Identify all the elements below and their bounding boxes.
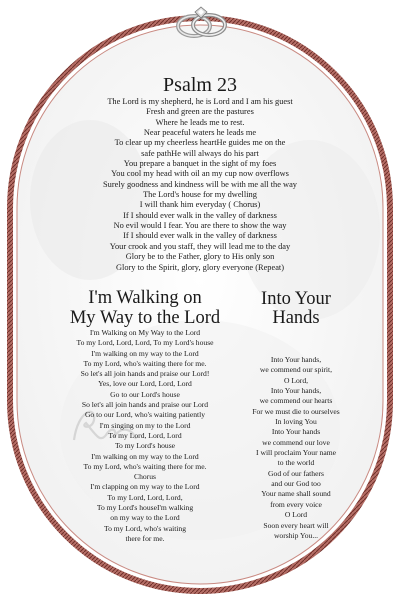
hands-title xyxy=(232,290,360,328)
lyric-line: Glory to the Spirit, glory, glory everyone (Repeat) xyxy=(115,262,285,272)
lyric-line: from every voice xyxy=(270,499,322,509)
lyric-line: Glory be to the Father, glory to His only son xyxy=(125,252,275,262)
lyric-line: The Lord is my shepherd, he is Lord and I am his guest xyxy=(107,97,293,106)
lyric-line: God of our fathers xyxy=(268,468,324,478)
lyric-line: Into Your hands, xyxy=(270,355,322,364)
lyric-line: O Lord xyxy=(284,510,308,520)
lyric-line: I'm walking on my way to the Lord xyxy=(91,348,199,358)
hands-title-line-1: Into Your xyxy=(261,289,331,309)
lyric-line: No evil would I fear. You are there to show the way xyxy=(113,221,287,231)
lyric-line: To my Lord's house xyxy=(114,441,176,451)
walking-title-line-1: I'm Walking on xyxy=(88,288,202,308)
lyric-line: and our God too xyxy=(271,479,321,489)
hands-lyrics xyxy=(232,355,360,541)
lyric-line: I'm clapping on my way to the Lord xyxy=(90,482,200,492)
walking-title-line-2: My Way to the Lord xyxy=(69,308,221,328)
lyric-line: The Lord's house for my dwelling xyxy=(143,190,257,200)
lyric-line: Near peaceful waters he leads me xyxy=(143,128,257,138)
lyric-line: we commend our spirit, xyxy=(259,365,333,375)
lyric-line: If I should ever walk in the valley of darkness xyxy=(123,231,277,241)
hands-title-line-2: Hands xyxy=(272,308,320,328)
lyric-line: I'm Walking on My Way to the Lord xyxy=(89,328,201,337)
lyric-line: Where he leads me to rest. xyxy=(155,117,245,127)
lyric-line: So let's all join hands and praise our Lord! xyxy=(80,369,210,379)
lyric-line: Your name shall sound xyxy=(261,489,331,499)
lyric-line: I'm singing on my to the Lord xyxy=(99,420,191,430)
lyric-line: Go to our Lord's house xyxy=(110,389,180,399)
lyric-line: Yes, love our Lord, Lord, Lord xyxy=(98,379,192,389)
walking-lyrics xyxy=(57,328,233,544)
lyric-line: we commend our love xyxy=(262,437,330,447)
lyric-line: Your crook and you staff, they will lead me to the day xyxy=(109,241,291,251)
lyric-line: safe pathHe will always do his part xyxy=(141,148,259,158)
lyric-line: O Lord, xyxy=(283,375,309,385)
psalm-lyrics xyxy=(60,97,340,273)
lyric-line: Chorus xyxy=(134,472,156,482)
lyric-line: To clear up my cheerless heartHe guides me on the xyxy=(114,138,286,148)
lyric-line: Into Your hands, xyxy=(270,386,322,396)
lyric-line: To my Lord's houseI'm walking xyxy=(96,503,194,513)
lyric-line: to the world xyxy=(277,458,315,468)
lyric-line: You cool my head with oil an my cup now overflows xyxy=(111,169,289,179)
lyric-line: If I should ever walk in the valley of darkness xyxy=(123,210,277,220)
lyric-line: I'm walking on my way to the Lord xyxy=(91,451,199,461)
lyric-line: For we must die to ourselves xyxy=(252,406,340,416)
psalm-title: Psalm 23 xyxy=(163,74,237,96)
lyric-line: To my Lord, Lord, Lord xyxy=(108,430,182,440)
lyric-line: In loving You xyxy=(275,417,317,427)
lyric-line: I will thank him everyday ( Chorus) xyxy=(139,200,261,210)
lyric-line: there for me. xyxy=(125,533,165,543)
walking-title xyxy=(60,288,230,328)
lyric-line: Go to our Lord, who's waiting patiently xyxy=(84,410,206,420)
lyric-line: To my Lord, who's waiting there for me. xyxy=(83,358,207,368)
lyric-line: So let's all join hands and praise our Lord xyxy=(81,400,209,410)
lyric-line: To my Lord, who's waiting xyxy=(103,523,187,533)
lyric-line: on my way to the Lord xyxy=(110,513,180,523)
lyric-line: To my Lord, Lord, Lord, To my Lord's house xyxy=(76,338,214,348)
lyric-line: To my Lord, who's waiting there for me. xyxy=(83,461,207,471)
lyric-line: Soon every heart will xyxy=(263,520,329,530)
lyric-line: Fresh and green are the pastures xyxy=(146,107,254,117)
lyric-line: I will proclaim Your name xyxy=(256,448,336,458)
lyric-line: worship You... xyxy=(273,530,319,540)
lyric-line: Surely goodness and kindness will be with me all the way xyxy=(103,179,297,189)
lyric-line: we commend our hearts xyxy=(259,396,333,406)
lyric-line: To my Lord, Lord, Lord, xyxy=(107,492,183,502)
lyric-line: Into Your hands xyxy=(271,427,321,437)
lyric-line: You prepare a banquet in the sight of my foes xyxy=(123,159,277,169)
